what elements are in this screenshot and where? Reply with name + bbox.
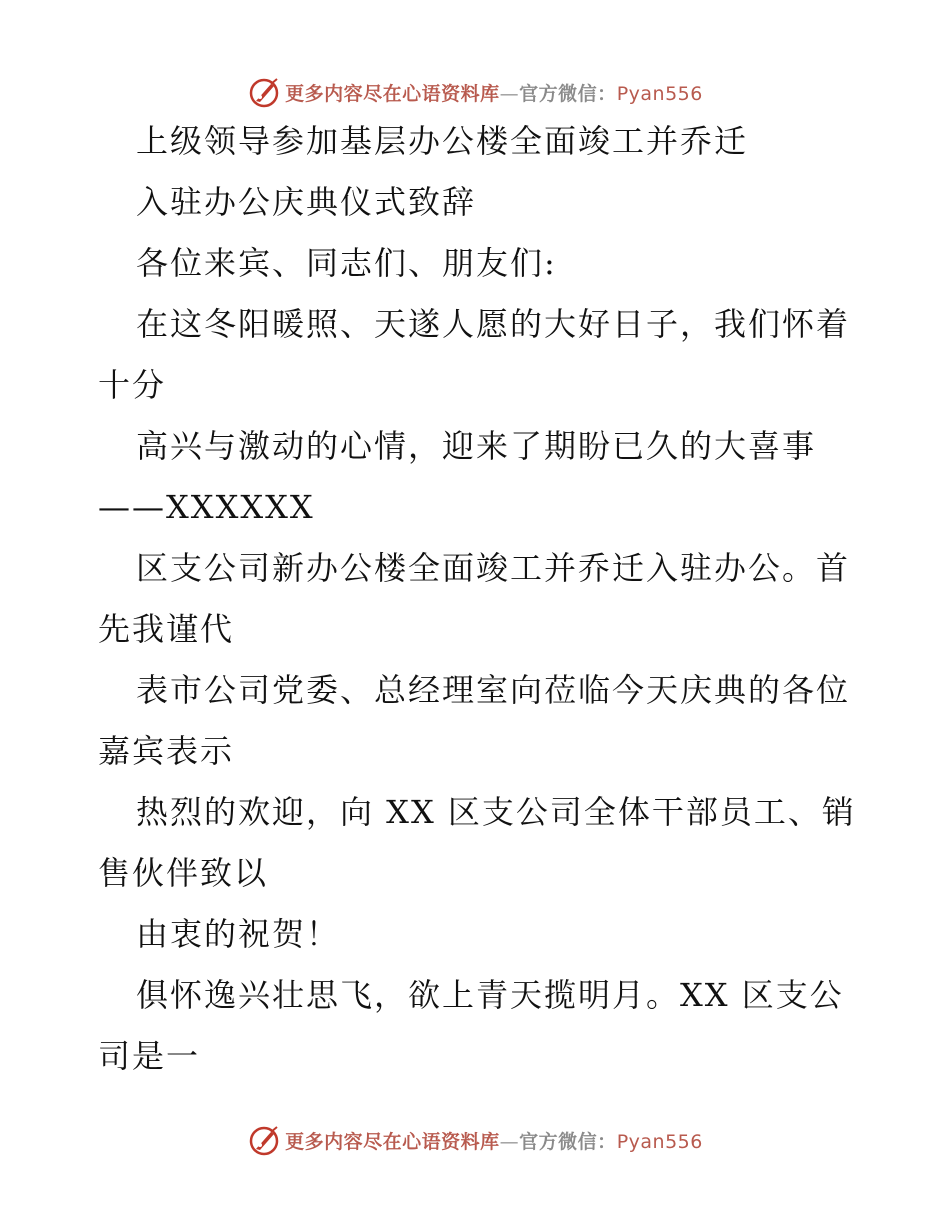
paragraph-line: 司是一 xyxy=(98,1037,201,1075)
watermark-separator: — xyxy=(499,1130,520,1153)
watermark-text xyxy=(285,1127,703,1154)
watermark-site: 更多内容尽在心语资料库 xyxy=(285,82,500,105)
quill-logo-icon xyxy=(247,75,281,109)
paragraph-line: 在这冬阳暖照、天遂人愿的大好日子，我们怀着 xyxy=(136,305,851,343)
footer-watermark xyxy=(0,1120,950,1160)
header-watermark xyxy=(0,72,950,112)
document-body xyxy=(98,122,858,1098)
title-line-1: 上级领导参加基层办公楼全面竣工并乔迁 xyxy=(136,122,749,160)
watermark-wechat-label: 官方微信： xyxy=(519,82,617,105)
watermark-text xyxy=(285,79,703,106)
paragraph-line: 十分 xyxy=(98,366,167,404)
paragraph-line: 嘉宾表示 xyxy=(98,732,235,770)
paragraph-line: 热烈的欢迎，向 XX 区支公司全体干部员工、销 xyxy=(136,793,856,831)
paragraph-line: 俱怀逸兴壮思飞，欲上青天揽明月。XX 区支公 xyxy=(136,976,844,1014)
watermark-wechat-label: 官方微信： xyxy=(519,1130,617,1153)
watermark-separator: — xyxy=(499,82,520,105)
paragraph-line: 表市公司党委、总经理室向莅临今天庆典的各位 xyxy=(136,671,851,709)
paragraph-line: 售伙伴致以 xyxy=(98,854,269,892)
quill-logo-icon xyxy=(247,1123,281,1157)
watermark-wechat-id: Pyan556 xyxy=(616,82,703,105)
watermark-site: 更多内容尽在心语资料库 xyxy=(285,1130,500,1153)
title-line-2: 入驻办公庆典仪式致辞 xyxy=(136,183,477,221)
watermark-wechat-id: Pyan556 xyxy=(616,1130,703,1153)
paragraph-line: ——XXXXXX xyxy=(98,488,315,526)
paragraph-line: 由衷的祝贺！ xyxy=(136,915,341,953)
paragraph-line: 区支公司新办公楼全面竣工并乔迁入驻办公。首 xyxy=(136,549,851,587)
paragraph-line: 高兴与激动的心情，迎来了期盼已久的大喜事 xyxy=(136,427,817,465)
salutation: 各位来宾、同志们、朋友们: xyxy=(136,244,557,282)
paragraph-line: 先我谨代 xyxy=(98,610,235,648)
